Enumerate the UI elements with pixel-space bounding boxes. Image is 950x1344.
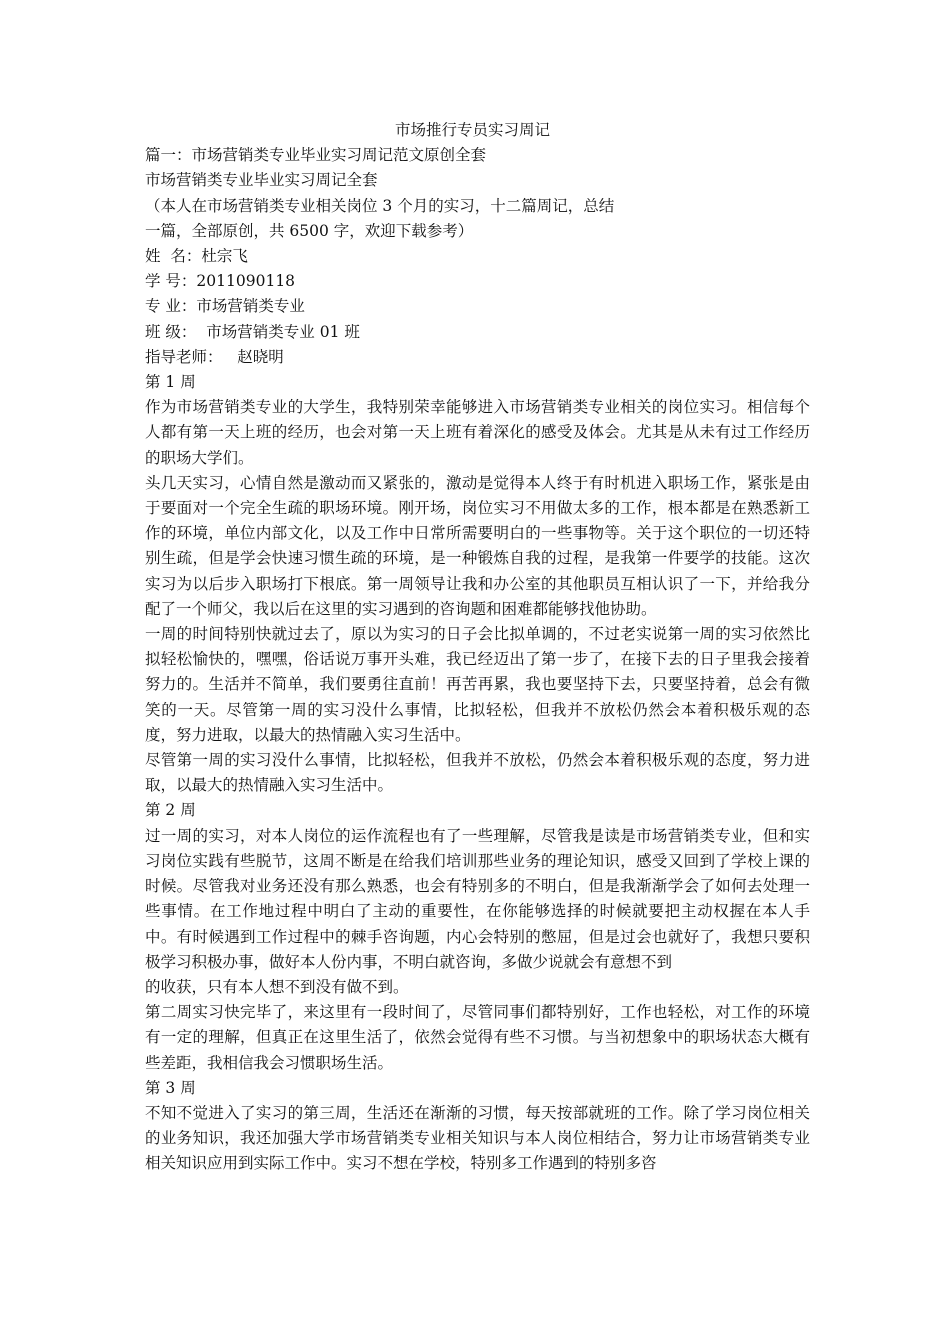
student-id: 学 号：2011090118 — [145, 272, 296, 291]
week3-heading: 第 3 周 — [145, 1078, 196, 1097]
week1-paragraph-3: 一周的时间特别快就过去了，原以为实习的日子会比拟单调的，不过老实说第一周的实习依然比拟轻松愉快的，嘿嘿，俗话说万事开头难，我已经迈出了第一步了，在接下去的日子里我会接着努力的。生活并不简单，我们要勇往直前！再苦再累，我也要坚持下去，只要坚持着，总会有微笑的一天。尽管第一周的实习没什么事情，比拟轻松，但我并不放松仍然会本着积极乐观的态度，努力进取，以最大的热情融入实习生活中。 — [145, 625, 810, 744]
intro-note-line2: 一篇，全部原创，共 6500 字，欢迎下载参考） — [145, 221, 474, 240]
article-subheading: 市场营销类专业毕业实习周记全套 — [145, 171, 378, 190]
student-major: 专 业：市场营销类专业 — [145, 297, 305, 316]
document-title: 市场推行专员实习周记 — [394, 121, 550, 139]
student-class: 班 级： 市场营销类专业 01 班 — [145, 322, 360, 341]
week2-heading: 第 2 周 — [145, 801, 196, 820]
student-name: 姓 名：杜宗飞 — [145, 247, 248, 266]
document-page — [145, 118, 810, 1177]
student-advisor: 指导老师： 赵晓明 — [145, 347, 284, 366]
week2-paragraph-1-tail: 的收获，只有本人想不到没有做不到。 — [145, 977, 409, 996]
week2-paragraph-1: 过一周的实习，对本人岗位的运作流程也有了一些理解，尽管我是读是市场营销类专业，但和实习岗位实践有些脱节，这周不断是在给我们培训那些业务的理论知识，感受又回到了学校上课的时候。尽管我对业务还没有那么熟悉，也会有特别多的不明白，但是我渐渐学会了如何去处理一些事情。在工作地过程中明白了主动的重要性，在你能够选择的时候就要把主动权握在本人手中。有时候遇到工作过程中的棘手咨询题，内心会特别的憋屈，但是过会也就好了，我想只要积极学习积极办事，做好本人份内事，不明白就咨询，多做少说就会有意想不到 — [145, 826, 810, 971]
week1-paragraph-4: 尽管第一周的实习没什么事情，比拟轻松，但我并不放松，仍然会本着积极乐观的态度，努力进取，以最大的热情融入实习生活中。 — [145, 751, 810, 795]
article-heading: 篇一：市场营销类专业毕业实习周记范文原创全套 — [145, 146, 487, 165]
week1-paragraph-2: 头几天实习，心情自然是激动而又紧张的，激动是觉得本人终于有时机进入职场工作，紧张是由于要面对一个完全生疏的职场环境。刚开场，岗位实习不用做太多的工作，根本都是在熟悉新工作的环境，单位内部文化，以及工作中日常所需要明白的一些事物等。关于这个职位的一切还特别生疏，但是学会快速习惯生疏的环境，是一种锻炼自我的过程，是我第一件要学的技能。这次实习为以后步入职场打下根底。第一周领导让我和办公室的其他职员互相认识了一下，并给我分配了一个师父，我以后在这里的实习遇到的咨询题和困难都能够找他协助。 — [145, 473, 810, 618]
week1-paragraph-1: 作为市场营销类专业的大学生，我特别荣幸能够进入市场营销类专业相关的岗位实习。相信每个人都有第一天上班的经历，也会对第一天上班有着深化的感受及体会。尤其是从未有过工作经历的职场大学们。 — [145, 398, 810, 467]
week2-paragraph-2: 第二周实习快完毕了，来这里有一段时间了，尽管同事们都特别好，工作也轻松，对工作的环境有一定的理解，但真正在这里生活了，依然会觉得有些不习惯。与当初想象中的职场状态大概有些差距，我相信我会习惯职场生活。 — [145, 1003, 810, 1072]
week3-paragraph-1: 不知不觉进入了实习的第三周，生活还在渐渐的习惯，每天按部就班的工作。除了学习岗位相关的业务知识，我还加强大学市场营销类专业相关知识与本人岗位相结合，努力让市场营销类专业相关知识应用到实际工作中。实习不想在学校，特别多工作遇到的特别多咨 — [145, 1103, 810, 1173]
intro-note-line1: （本人在市场营销类专业相关岗位 3 个月的实习，十二篇周记，总结 — [145, 196, 615, 215]
week1-heading: 第 1 周 — [145, 373, 196, 392]
